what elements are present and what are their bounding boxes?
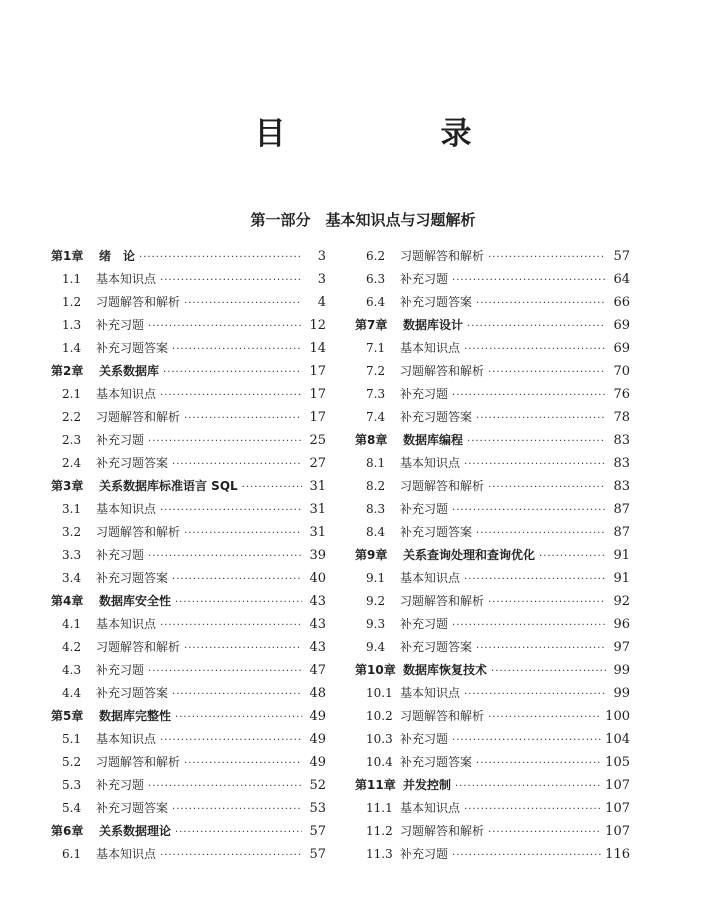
toc-section-entry[interactable] bbox=[51, 544, 326, 567]
dot-leader bbox=[148, 430, 302, 453]
toc-chapter-entry[interactable] bbox=[51, 475, 326, 498]
toc-entry-title: 并发控制 bbox=[403, 778, 452, 792]
toc-entry-title: 补充习题 bbox=[96, 548, 145, 562]
dot-leader bbox=[242, 476, 302, 499]
dot-leader bbox=[148, 775, 302, 798]
toc-entry-title: 习题解答和解析 bbox=[96, 295, 181, 309]
toc-entry-number: 第10章 bbox=[355, 663, 396, 677]
dot-leader bbox=[488, 476, 606, 499]
toc-section-entry[interactable] bbox=[51, 728, 326, 751]
toc-entry-title: 补充习题答案 bbox=[400, 525, 473, 539]
dot-leader bbox=[464, 453, 606, 476]
toc-entry-title: 数据库编程 bbox=[403, 433, 464, 447]
toc-entry-number: 9.4 bbox=[366, 640, 386, 654]
toc-entry-number: 10.4 bbox=[366, 755, 393, 769]
toc-page-number: 83 bbox=[613, 479, 630, 494]
toc-entry-title: 基本知识点 bbox=[400, 341, 461, 355]
toc-page-number: 116 bbox=[605, 847, 630, 862]
toc-entry-title: 补充习题答案 bbox=[96, 571, 169, 585]
toc-section-entry[interactable] bbox=[355, 843, 630, 866]
toc-page-number: 27 bbox=[309, 456, 326, 471]
toc-section-entry[interactable] bbox=[51, 797, 326, 820]
toc-entry-number: 4.1 bbox=[62, 617, 82, 631]
toc-page-number: 43 bbox=[309, 640, 326, 655]
toc-entry-title: 基本知识点 bbox=[96, 387, 157, 401]
toc-right-column bbox=[355, 245, 630, 866]
toc-entry-title: 基本知识点 bbox=[400, 801, 461, 815]
toc-section-entry[interactable] bbox=[355, 636, 630, 659]
toc-section-entry[interactable] bbox=[355, 820, 630, 843]
toc-section-entry[interactable] bbox=[355, 245, 630, 268]
toc-page-number: 31 bbox=[309, 479, 326, 494]
toc-page-number: 83 bbox=[613, 456, 630, 471]
dot-leader bbox=[488, 706, 601, 729]
dot-leader bbox=[160, 844, 302, 867]
toc-section-entry[interactable] bbox=[51, 659, 326, 682]
toc-entry-title: 基本知识点 bbox=[96, 617, 157, 631]
toc-section-entry[interactable] bbox=[355, 337, 630, 360]
toc-entry-number: 5.1 bbox=[62, 732, 82, 746]
toc-entry-title: 基本知识点 bbox=[96, 502, 157, 516]
toc-entry-title: 习题解答和解析 bbox=[96, 410, 181, 424]
toc-entry-number: 10.3 bbox=[366, 732, 393, 746]
toc-section-entry[interactable] bbox=[51, 406, 326, 429]
toc-section-entry[interactable] bbox=[51, 567, 326, 590]
toc-page-number: 3 bbox=[317, 272, 326, 287]
toc-page-number: 17 bbox=[309, 364, 326, 379]
toc-entry-title: 关系查询处理和查询优化 bbox=[403, 548, 536, 562]
toc-entry-number: 2.3 bbox=[62, 433, 82, 447]
dot-leader bbox=[488, 246, 606, 269]
toc-chapter-entry[interactable] bbox=[355, 429, 630, 452]
dot-leader bbox=[464, 338, 606, 361]
toc-entry-number: 6.1 bbox=[62, 847, 82, 861]
dot-leader bbox=[184, 637, 302, 660]
toc-section-entry[interactable] bbox=[355, 613, 630, 636]
toc-page-number: 49 bbox=[309, 755, 326, 770]
toc-section-entry[interactable] bbox=[51, 383, 326, 406]
toc-entry-title: 补充习题 bbox=[400, 387, 449, 401]
toc-page-number: 96 bbox=[613, 617, 630, 632]
dot-leader bbox=[467, 430, 606, 453]
toc-entry-number: 11.3 bbox=[366, 847, 393, 861]
dot-leader bbox=[467, 315, 606, 338]
toc-entry-number: 第5章 bbox=[51, 709, 84, 723]
toc-entry-number: 5.3 bbox=[62, 778, 82, 792]
dot-leader bbox=[175, 591, 302, 614]
toc-page-number: 99 bbox=[613, 663, 630, 678]
toc-entry-title: 补充习题答案 bbox=[96, 686, 169, 700]
dot-leader bbox=[172, 453, 302, 476]
dot-leader bbox=[160, 269, 302, 292]
toc-entry-number: 4.3 bbox=[62, 663, 82, 677]
toc-section-entry[interactable] bbox=[51, 521, 326, 544]
toc-entry-title: 习题解答和解析 bbox=[96, 525, 181, 539]
toc-entry-title: 补充习题 bbox=[96, 778, 145, 792]
toc-page-number: 107 bbox=[605, 824, 630, 839]
toc-entry-number: 11.2 bbox=[366, 824, 393, 838]
toc-entry-number: 2.4 bbox=[62, 456, 82, 470]
toc-page-number: 57 bbox=[613, 249, 630, 264]
dot-leader bbox=[175, 821, 302, 844]
toc-entry-number: 9.2 bbox=[366, 594, 386, 608]
toc-entry-title: 习题解答和解析 bbox=[400, 824, 485, 838]
toc-entry-number: 1.2 bbox=[62, 295, 82, 309]
dot-leader bbox=[148, 660, 302, 683]
toc-entry-number: 3.4 bbox=[62, 571, 82, 585]
toc-section-entry[interactable] bbox=[355, 406, 630, 429]
toc-section-entry[interactable] bbox=[355, 360, 630, 383]
toc-section-entry[interactable] bbox=[51, 498, 326, 521]
toc-page-number: 107 bbox=[605, 801, 630, 816]
dot-leader bbox=[139, 246, 302, 269]
part-title: 第一部分 基本知识点与习题解析 bbox=[250, 211, 476, 229]
toc-entry-title: 习题解答和解析 bbox=[400, 594, 485, 608]
toc-page-number: 87 bbox=[613, 525, 630, 540]
toc-page-number: 107 bbox=[605, 778, 630, 793]
toc-entry-title: 习题解答和解析 bbox=[400, 249, 485, 263]
dot-leader bbox=[172, 568, 302, 591]
toc-section-entry[interactable] bbox=[355, 590, 630, 613]
toc-section-entry[interactable] bbox=[51, 291, 326, 314]
toc-section-entry[interactable] bbox=[51, 429, 326, 452]
toc-section-entry[interactable] bbox=[355, 291, 630, 314]
toc-section-entry[interactable] bbox=[355, 682, 630, 705]
toc-section-entry[interactable] bbox=[51, 774, 326, 797]
toc-page-number: 31 bbox=[309, 502, 326, 517]
dot-leader bbox=[184, 522, 302, 545]
toc-page-number: 52 bbox=[309, 778, 326, 793]
toc-entry-number: 6.4 bbox=[366, 295, 386, 309]
toc-entry-title: 数据库恢复技术 bbox=[403, 663, 488, 677]
toc-entry-title: 基本知识点 bbox=[400, 686, 461, 700]
dot-leader bbox=[452, 499, 606, 522]
toc-entry-number: 8.2 bbox=[366, 479, 386, 493]
dot-leader bbox=[175, 706, 302, 729]
toc-page-number: 43 bbox=[309, 617, 326, 632]
toc-entry-title: 基本知识点 bbox=[96, 732, 157, 746]
dot-leader bbox=[452, 614, 606, 637]
dot-leader bbox=[172, 683, 302, 706]
dot-leader bbox=[491, 660, 606, 683]
toc-entry-number: 11.1 bbox=[366, 801, 393, 815]
toc-entry-title: 习题解答和解析 bbox=[400, 479, 485, 493]
toc-entry-number: 1.1 bbox=[62, 272, 82, 286]
toc-entry-number: 6.3 bbox=[366, 272, 386, 286]
toc-entry-title: 习题解答和解析 bbox=[96, 755, 181, 769]
toc-page-number: 48 bbox=[309, 686, 326, 701]
toc-section-entry[interactable] bbox=[355, 498, 630, 521]
toc-entry-number: 4.2 bbox=[62, 640, 82, 654]
dot-leader bbox=[488, 821, 601, 844]
toc-section-entry[interactable] bbox=[51, 636, 326, 659]
toc-entry-number: 9.1 bbox=[366, 571, 386, 585]
toc-page-number: 31 bbox=[309, 525, 326, 540]
toc-page-number: 66 bbox=[613, 295, 630, 310]
toc-entry-number: 第6章 bbox=[51, 824, 84, 838]
toc-page-number: 69 bbox=[613, 341, 630, 356]
toc-section-entry[interactable] bbox=[355, 797, 630, 820]
toc-section-entry[interactable] bbox=[51, 314, 326, 337]
dot-leader bbox=[476, 522, 606, 545]
toc-entry-title: 补充习题 bbox=[96, 663, 145, 677]
toc-entry-number: 2.2 bbox=[62, 410, 82, 424]
dot-leader bbox=[163, 361, 302, 384]
toc-page-number: 99 bbox=[613, 686, 630, 701]
toc-entry-number: 5.4 bbox=[62, 801, 82, 815]
dot-leader bbox=[148, 545, 302, 568]
toc-entry-title: 补充习题 bbox=[96, 433, 145, 447]
toc-entry-number: 第8章 bbox=[355, 433, 388, 447]
toc-page-number: 47 bbox=[309, 663, 326, 678]
toc-page-number: 14 bbox=[309, 341, 326, 356]
dot-leader bbox=[160, 729, 302, 752]
toc-chapter-entry[interactable] bbox=[355, 774, 630, 797]
toc-entry-title: 习题解答和解析 bbox=[400, 364, 485, 378]
toc-entry-number: 10.2 bbox=[366, 709, 393, 723]
toc-page-number: 105 bbox=[605, 755, 630, 770]
toc-entry-number: 5.2 bbox=[62, 755, 82, 769]
toc-entry-title: 补充习题 bbox=[400, 272, 449, 286]
toc-section-entry[interactable] bbox=[51, 337, 326, 360]
toc-entry-title: 关系数据理论 bbox=[99, 824, 172, 838]
toc-section-entry[interactable] bbox=[51, 682, 326, 705]
toc-entry-number: 7.3 bbox=[366, 387, 386, 401]
toc-page-number: 69 bbox=[613, 318, 630, 333]
toc-entry-number: 1.3 bbox=[62, 318, 82, 332]
toc-chapter-entry[interactable] bbox=[355, 544, 630, 567]
toc-page-number: 91 bbox=[613, 571, 630, 586]
toc-page-number: 78 bbox=[613, 410, 630, 425]
toc-page-number: 40 bbox=[309, 571, 326, 586]
toc-section-entry[interactable] bbox=[355, 475, 630, 498]
dot-leader bbox=[184, 407, 302, 430]
dot-leader bbox=[172, 798, 302, 821]
toc-section-entry[interactable] bbox=[355, 268, 630, 291]
toc-page-number: 39 bbox=[309, 548, 326, 563]
dot-leader bbox=[148, 315, 302, 338]
dot-leader bbox=[539, 545, 606, 568]
dot-leader bbox=[160, 499, 302, 522]
toc-entry-title: 补充习题 bbox=[96, 318, 145, 332]
toc-page-number: 25 bbox=[309, 433, 326, 448]
toc-entry-title: 补充习题答案 bbox=[400, 640, 473, 654]
toc-entry-title: 基本知识点 bbox=[96, 272, 157, 286]
toc-page-number: 70 bbox=[613, 364, 630, 379]
toc-entry-title: 习题解答和解析 bbox=[96, 640, 181, 654]
toc-page-number: 87 bbox=[613, 502, 630, 517]
toc-entry-number: 第7章 bbox=[355, 318, 388, 332]
toc-section-entry[interactable] bbox=[51, 452, 326, 475]
toc-chapter-entry[interactable] bbox=[51, 245, 326, 268]
toc-page-number: 12 bbox=[309, 318, 326, 333]
toc-section-entry[interactable] bbox=[51, 613, 326, 636]
dot-leader bbox=[464, 798, 601, 821]
toc-page-number: 43 bbox=[309, 594, 326, 609]
dot-leader bbox=[476, 637, 606, 660]
toc-entry-number: 8.1 bbox=[366, 456, 386, 470]
dot-leader bbox=[184, 292, 302, 315]
toc-section-entry[interactable] bbox=[51, 268, 326, 291]
toc-entry-number: 2.1 bbox=[62, 387, 82, 401]
toc-page-number: 64 bbox=[613, 272, 630, 287]
toc-entry-title: 基本知识点 bbox=[96, 847, 157, 861]
toc-page-number: 17 bbox=[309, 410, 326, 425]
toc-entry-title: 补充习题 bbox=[400, 502, 449, 516]
toc-entry-title: 补充习题答案 bbox=[96, 456, 169, 470]
toc-entry-title: 补充习题答案 bbox=[400, 295, 473, 309]
toc-entry-title: 补充习题答案 bbox=[96, 341, 169, 355]
toc-entry-title: 基本知识点 bbox=[400, 571, 461, 585]
toc-entry-number: 第2章 bbox=[51, 364, 84, 378]
toc-page-number: 100 bbox=[605, 709, 630, 724]
toc-entry-number: 3.2 bbox=[62, 525, 82, 539]
dot-leader bbox=[464, 683, 606, 706]
toc-entry-title: 补充习题答案 bbox=[400, 755, 473, 769]
toc-section-entry[interactable] bbox=[355, 751, 630, 774]
dot-leader bbox=[160, 384, 302, 407]
toc-chapter-entry[interactable] bbox=[355, 659, 630, 682]
toc-entry-title: 关系数据库标准语言 SQL bbox=[99, 479, 238, 493]
toc-page-number: 17 bbox=[309, 387, 326, 402]
toc-page-number: 92 bbox=[613, 594, 630, 609]
toc-entry-title: 补充习题 bbox=[400, 617, 449, 631]
toc-entry-number: 第4章 bbox=[51, 594, 84, 608]
toc-page-number: 91 bbox=[613, 548, 630, 563]
toc-chapter-entry[interactable] bbox=[51, 705, 326, 728]
toc-page-number: 83 bbox=[613, 433, 630, 448]
dot-leader bbox=[452, 844, 601, 867]
toc-entry-number: 第9章 bbox=[355, 548, 388, 562]
toc-section-entry[interactable] bbox=[51, 751, 326, 774]
toc-section-entry[interactable] bbox=[355, 728, 630, 751]
toc-entry-number: 第1章 bbox=[51, 249, 84, 263]
toc-entry-title: 补充习题 bbox=[400, 847, 449, 861]
toc-entry-number: 3.1 bbox=[62, 502, 82, 516]
toc-entry-number: 9.3 bbox=[366, 617, 386, 631]
toc-section-entry[interactable] bbox=[51, 843, 326, 866]
toc-page-number: 97 bbox=[613, 640, 630, 655]
dot-leader bbox=[464, 568, 606, 591]
toc-page-number: 4 bbox=[317, 295, 326, 310]
toc-page-number: 104 bbox=[605, 732, 630, 747]
toc-entry-title: 补充习题答案 bbox=[96, 801, 169, 815]
toc-page-number: 57 bbox=[309, 824, 326, 839]
toc-entry-title: 习题解答和解析 bbox=[400, 709, 485, 723]
toc-entry-title: 基本知识点 bbox=[400, 456, 461, 470]
dot-leader bbox=[476, 752, 601, 775]
toc-entry-number: 7.1 bbox=[366, 341, 386, 355]
toc-chapter-entry[interactable] bbox=[355, 314, 630, 337]
toc-entry-number: 第3章 bbox=[51, 479, 84, 493]
toc-entry-number: 7.2 bbox=[366, 364, 386, 378]
toc-entry-number: 3.3 bbox=[62, 548, 82, 562]
dot-leader bbox=[488, 361, 606, 384]
toc-page-number: 76 bbox=[613, 387, 630, 402]
dot-leader bbox=[452, 269, 606, 292]
toc-entry-title: 补充习题答案 bbox=[400, 410, 473, 424]
dot-leader bbox=[488, 591, 606, 614]
toc-section-entry[interactable] bbox=[355, 452, 630, 475]
toc-chapter-entry[interactable] bbox=[51, 360, 326, 383]
dot-leader bbox=[160, 614, 302, 637]
dot-leader bbox=[452, 729, 601, 752]
toc-entry-number: 8.4 bbox=[366, 525, 386, 539]
toc-page-number: 3 bbox=[317, 249, 326, 264]
toc-page-number: 57 bbox=[309, 847, 326, 862]
toc-left-column bbox=[51, 245, 326, 866]
toc-entry-number: 6.2 bbox=[366, 249, 386, 263]
page-title: 目 录 bbox=[254, 116, 534, 152]
toc-section-entry[interactable] bbox=[355, 383, 630, 406]
dot-leader bbox=[172, 338, 302, 361]
dot-leader bbox=[476, 407, 606, 430]
toc-page-number: 49 bbox=[309, 732, 326, 747]
toc-chapter-entry[interactable] bbox=[51, 590, 326, 613]
toc-entry-number: 8.3 bbox=[366, 502, 386, 516]
dot-leader bbox=[476, 292, 606, 315]
toc-entry-title: 数据库设计 bbox=[403, 318, 464, 332]
toc-section-entry[interactable] bbox=[355, 567, 630, 590]
toc-entry-number: 7.4 bbox=[366, 410, 386, 424]
toc-entry-number: 1.4 bbox=[62, 341, 82, 355]
toc-entry-number: 10.1 bbox=[366, 686, 393, 700]
toc-entry-title: 绪 论 bbox=[99, 249, 136, 263]
toc-section-entry[interactable] bbox=[355, 705, 630, 728]
toc-entry-title: 补充习题 bbox=[400, 732, 449, 746]
dot-leader bbox=[184, 752, 302, 775]
toc-entry-number: 第11章 bbox=[355, 778, 396, 792]
toc-section-entry[interactable] bbox=[355, 521, 630, 544]
toc-entry-title: 数据库完整性 bbox=[99, 709, 172, 723]
toc-page-number: 49 bbox=[309, 709, 326, 724]
toc-chapter-entry[interactable] bbox=[51, 820, 326, 843]
toc-page-number: 53 bbox=[309, 801, 326, 816]
dot-leader bbox=[452, 384, 606, 407]
toc-entry-title: 关系数据库 bbox=[99, 364, 160, 378]
dot-leader bbox=[455, 775, 601, 798]
toc-entry-title: 数据库安全性 bbox=[99, 594, 172, 608]
toc-entry-number: 4.4 bbox=[62, 686, 82, 700]
